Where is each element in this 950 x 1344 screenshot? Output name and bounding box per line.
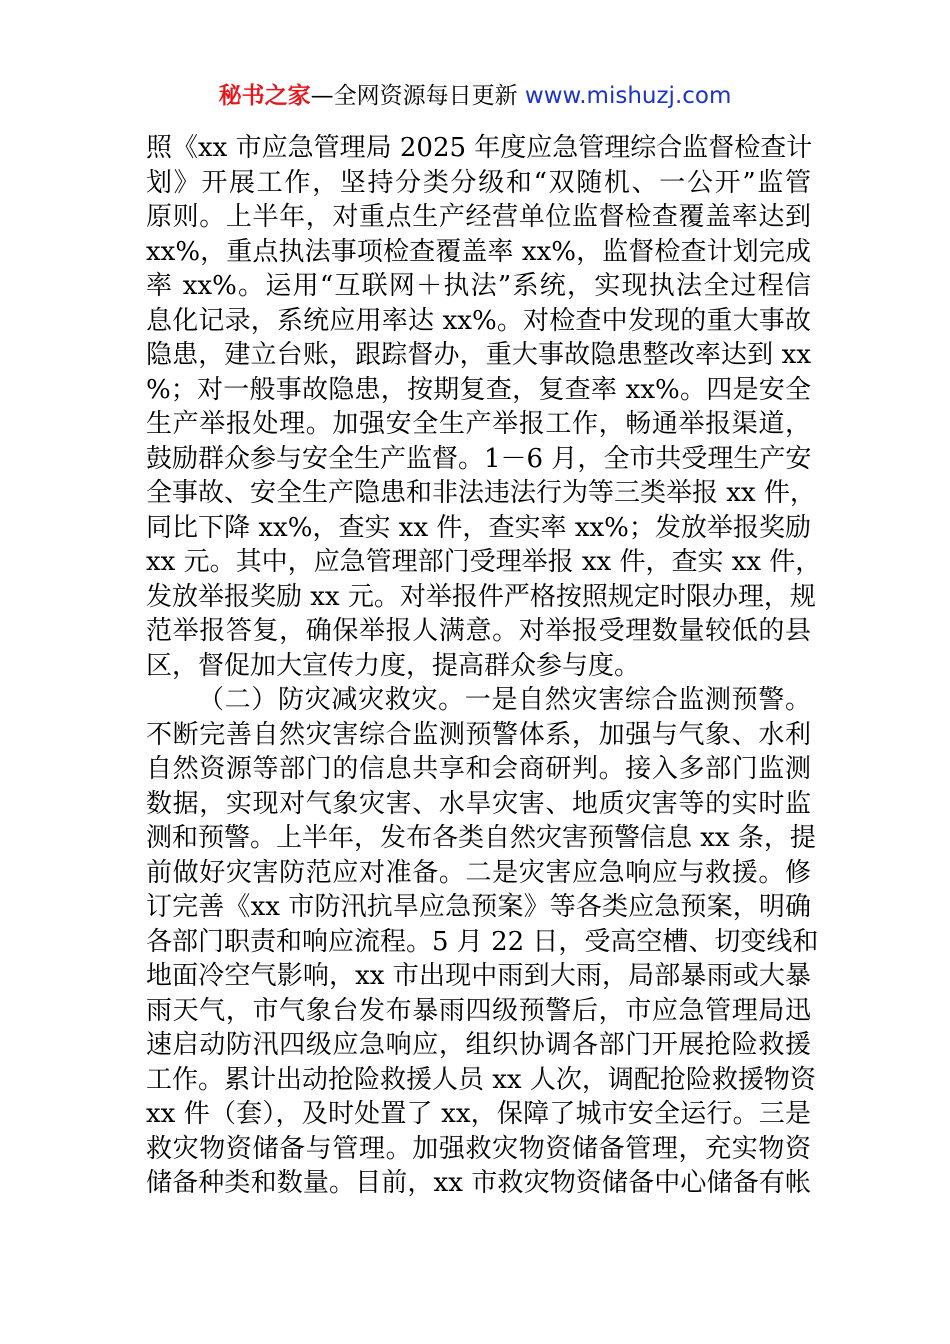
text-line: 救灾物资储备与管理。加强救灾物资储备管理，充实物资 [146, 1133, 811, 1164]
text-line: xx%，重点执法事项检查覆盖率 xx%，监督检查计划完成 [146, 236, 811, 267]
text-line: 储备种类和数量。目前，xx 市救灾物资储备中心储备有帐 [146, 1168, 811, 1198]
text-line: 工作。累计出动抢险救援人员 xx 人次，调配抢险救援物资 [146, 1064, 816, 1095]
text-line: 照《xx 市应急管理局 2025 年度应急管理综合监督检查计 [146, 133, 813, 163]
text-line: 各部门职责和响应流程。5 月 22 日，受高空槽、切变线和 [146, 926, 819, 957]
section-heading-line: （二）防灾减灾救灾。一是自然灾害综合监测预警。 [198, 685, 811, 715]
text-line: 率 xx%。运用“互联网＋执法”系统，实现执法全过程信 [146, 271, 811, 301]
text-line: 鼓励群众参与安全生产监督。1－6 月，全市共受理生产安 [146, 443, 812, 474]
text-line: 范举报答复，确保举报人满意。对举报受理数量较低的县 [146, 616, 811, 646]
text-line: 地面冷空气影响，xx 市出现中雨到大雨，局部暴雨或大暴 [146, 961, 811, 991]
text-line: %；对一般事故隐患，按期复查，复查率 xx%。四是安全 [146, 374, 811, 405]
text-line: 前做好灾害防范应对准备。二是灾害应急响应与救援。修 [146, 857, 811, 888]
text-line: 速启动防汛四级应急响应，组织协调各部门开展抢险救援 [146, 1030, 811, 1060]
text-line: 原则。上半年，对重点生产经营单位监督检查覆盖率达到 [146, 202, 811, 232]
site-name: 秘书之家 [218, 83, 311, 109]
text-line: 同比下降 xx%，查实 xx 件，查实率 xx%；发放举报奖励 [146, 512, 811, 543]
text-line: xx 元。其中，应急管理部门受理举报 xx 件，查实 xx 件， [146, 547, 822, 577]
text-line: 发放举报奖励 xx 元。对举报件严格按照规定时限办理，规 [146, 581, 816, 612]
site-tagline: —全网资源每日更新 [310, 83, 525, 109]
text-line: 生产举报处理。加强安全生产举报工作，畅通举报渠道， [146, 409, 811, 439]
text-line: 雨天气，市气象台发布暴雨四级预警后，市应急管理局迅 [146, 995, 811, 1026]
paragraph-end-line: 区，督促加大宣传力度，提高群众参与度。 [146, 650, 641, 681]
text-line: xx 件（套），及时处置了 xx，保障了城市安全运行。三是 [146, 1099, 811, 1129]
site-header [0, 80, 950, 112]
text-line: 自然资源等部门的信息共享和会商研判。接入多部门监测 [146, 754, 811, 784]
document-body [146, 131, 822, 1201]
text-line: 数据，实现对气象灾害、水旱灾害、地质灾害等的实时监 [146, 788, 811, 819]
text-line: 划》开展工作，坚持分类分级和“双随机、一公开”监管 [146, 167, 811, 198]
text-line: 测和预警。上半年，发布各类自然灾害预警信息 xx 条，提 [146, 823, 816, 853]
text-line: 订完善《xx 市防汛抗旱应急预案》等各类应急预案，明确 [146, 892, 811, 922]
text-line: 全事故、安全生产隐患和非法违法行为等三类举报 xx 件， [146, 478, 816, 508]
text-line: 不断完善自然灾害综合监测预警体系，加强与气象、水利 [146, 719, 811, 750]
text-line: 隐患，建立台账，跟踪督办，重大事故隐患整改率达到 xx [146, 340, 811, 370]
text-line: 息化记录，系统应用率达 xx%。对检查中发现的重大事故 [146, 305, 811, 336]
site-url-link[interactable]: www.mishuzj.com [524, 83, 732, 109]
